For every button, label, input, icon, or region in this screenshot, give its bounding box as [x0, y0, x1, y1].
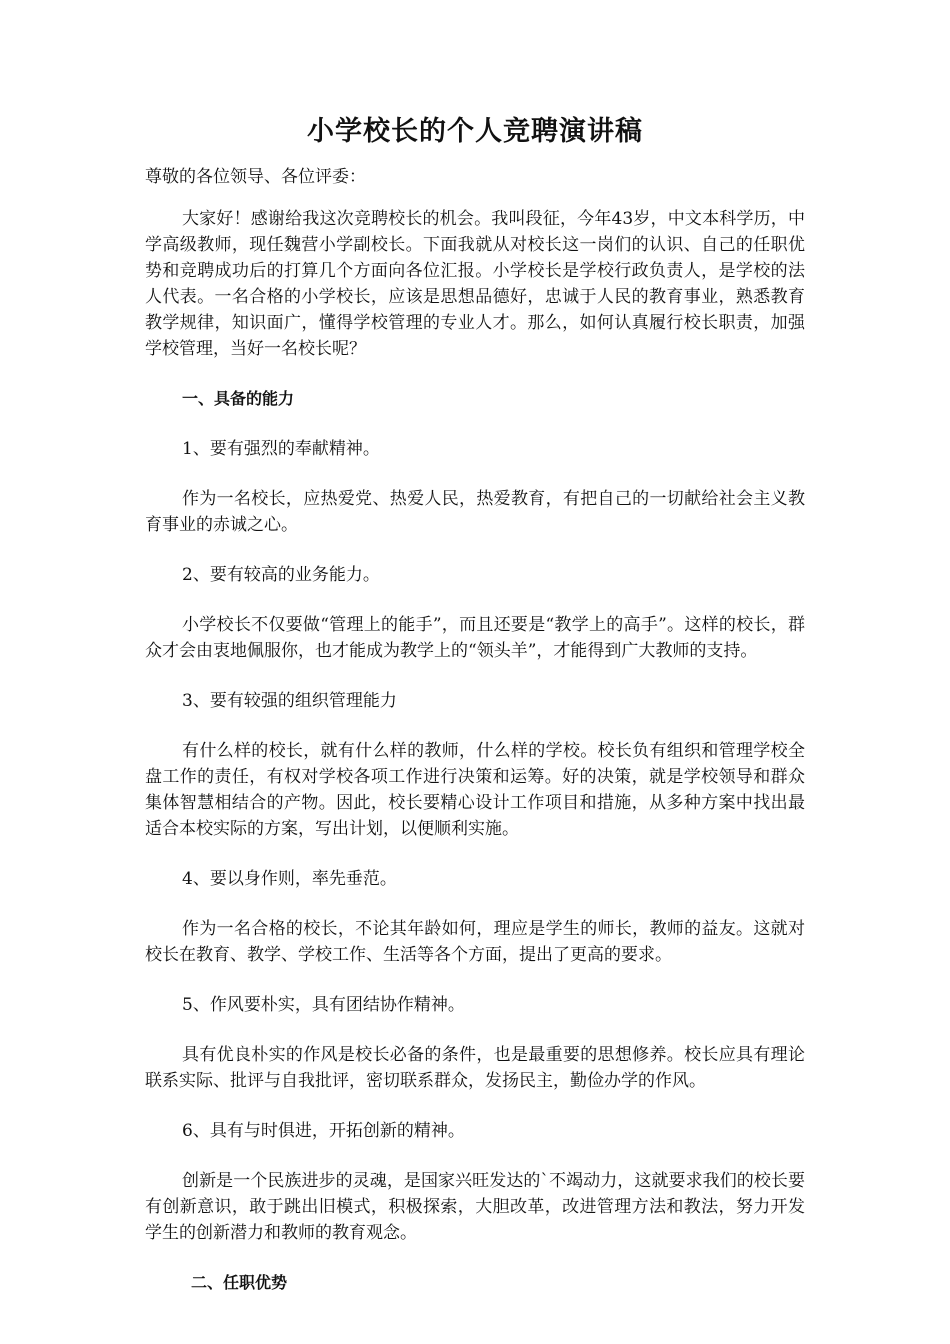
intro-paragraph: 大家好！感谢给我这次竞聘校长的机会。我叫段征，今年43岁，中文本科学历，中学高级教师，现任魏营小学副校长。下面我就从对校长这一岗们的认识、自己的任职优势和竞聘成功后的打算几个方面向各位汇报。小学校长是学校行政负责人，是学校的法人代表。一名合格的小学校长，应该是思想品德好，忠诚于人民的教育事业，熟悉教育教学规律，知识面广，懂得学校管理的专业人才。那么，如何认真履行校长职责，加强学校管理，当好一名校长呢？ [145, 209, 805, 359]
item-heading: 4、要以身作则，率先垂范。 [182, 869, 397, 889]
item-heading: 3、要有较强的组织管理能力 [182, 691, 397, 711]
document-page [145, 112, 805, 1320]
item-body: 具有优良朴实的作风是校长必备的条件，也是最重要的思想修养。校长应具有理论联系实际、批评与自我批评，密切联系群众，发扬民主，勤俭办学的作风。 [145, 1045, 805, 1091]
document-title: 小学校长的个人竞聘演讲稿 [307, 116, 643, 147]
item-heading: 6、具有与时俱进，开拓创新的精神。 [182, 1121, 465, 1141]
item-body: 有什么样的校长，就有什么样的教师，什么样的学校。校长负有组织和管理学校全盘工作的责任，有权对学校各项工作进行决策和运筹。好的决策，就是学校领导和群众集体智慧相结合的产物。因此，校长要精心设计工作项目和措施，从多种方案中找出最适合本校实际的方案，写出计划，以便顺利实施。 [145, 741, 805, 839]
item-heading: 5、作风要朴实，具有团结协作精神。 [182, 995, 465, 1015]
item-body: 创新是一个民族进步的灵魂，是国家兴旺发达的`不竭动力，这就要求我们的校长要有创新意识，敢于跳出旧模式，积极探索，大胆改革，改进管理方法和教法，努力开发学生的创新潜力和教师的教育观念。 [145, 1171, 805, 1243]
item-heading: 1、要有强烈的奉献精神。 [182, 439, 380, 459]
section-heading-abilities: 一、具备的能力 [182, 389, 295, 408]
salutation: 尊敬的各位领导、各位评委： [145, 167, 366, 187]
item-heading: 2、要有较高的业务能力。 [182, 565, 380, 585]
item-body: 作为一名校长，应热爱党、热爱人民，热爱教育，有把自己的一切献给社会主义教育事业的赤诚之心。 [145, 489, 805, 535]
item-body: 小学校长不仅要做“管理上的能手”，而且还要是“教学上的高手”。这样的校长，群众才会由衷地佩服你，也才能成为教学上的“领头羊”，才能得到广大教师的支持。 [145, 615, 805, 661]
section-heading-advantages: 二、任职优势 [191, 1273, 288, 1292]
item-body: 作为一名合格的校长，不论其年龄如何，理应是学生的师长，教师的益友。这就对校长在教育、教学、学校工作、生活等各个方面，提出了更高的要求。 [145, 919, 805, 965]
